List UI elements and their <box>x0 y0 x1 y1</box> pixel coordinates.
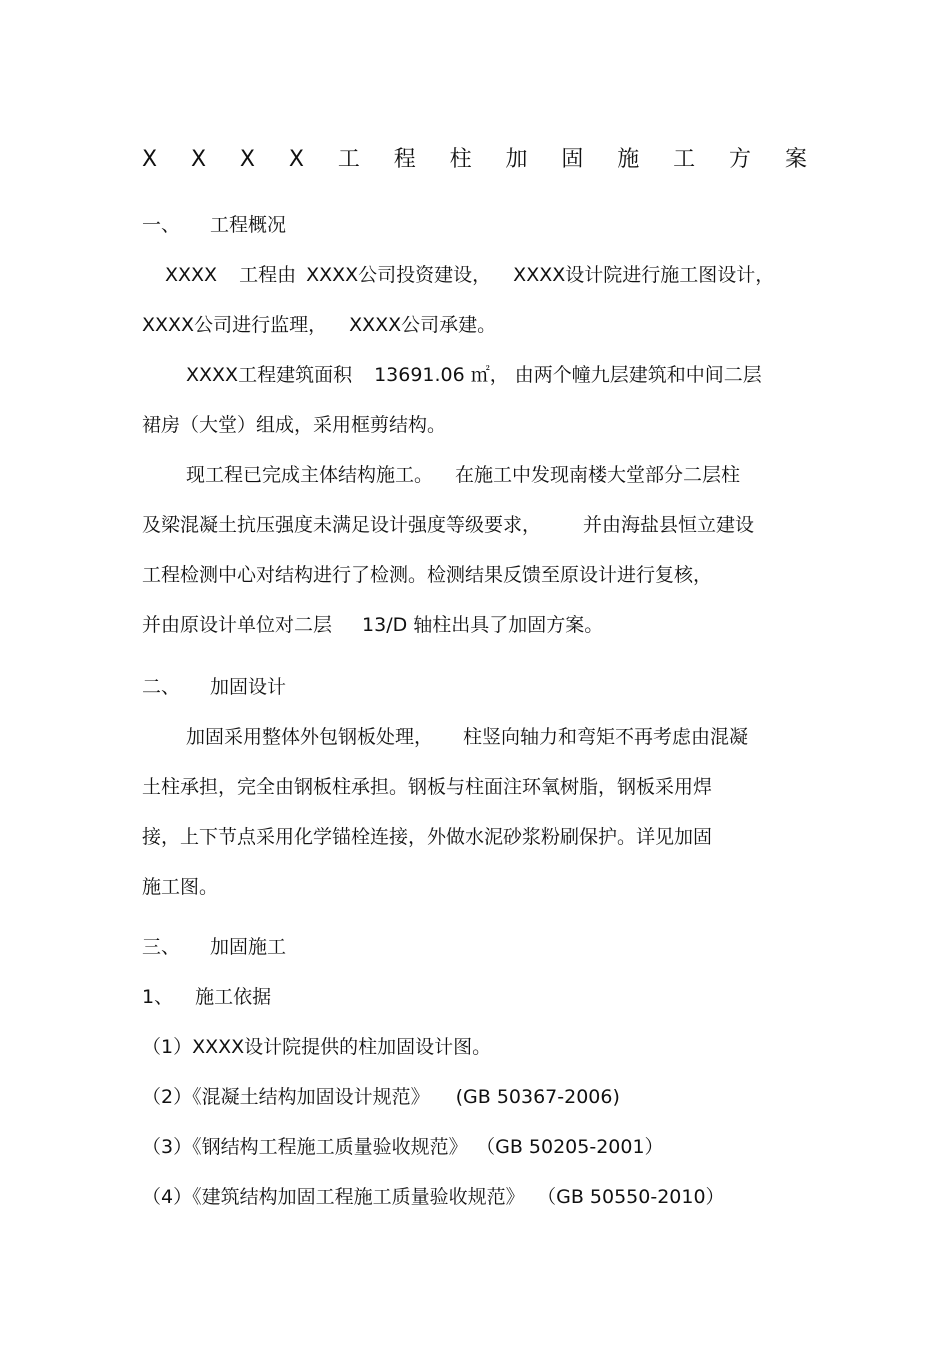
section-number: 一、 <box>142 214 181 236</box>
text-run: XXXX公司投资建设， <box>306 264 492 286</box>
title-char: 方 <box>729 147 752 172</box>
text-run: 工程检测中心对结构进行了检测。检测结果反馈至原设计进行复核， <box>142 564 713 586</box>
section-title: 加固施工 <box>210 936 287 958</box>
section-number: 三、 <box>142 936 181 958</box>
list-text: XXXX设计院提供的柱加固设计图。 <box>192 1036 492 1058</box>
title-char: 固 <box>561 147 584 172</box>
text-run: XXXX公司承建。 <box>349 314 497 336</box>
paragraph-line <box>142 510 754 540</box>
text-run: 现工程已完成主体结构施工。 <box>186 464 434 486</box>
paragraph-line <box>186 722 748 752</box>
section-title: 加固设计 <box>210 676 287 698</box>
paragraph-line <box>142 772 712 802</box>
title-char: X <box>288 147 304 172</box>
list-item <box>142 1132 664 1162</box>
paragraph-line <box>142 310 496 340</box>
text-run: XXXX工程建筑面积 <box>186 364 353 386</box>
section-heading-1 <box>142 210 286 240</box>
section-heading-3 <box>142 932 286 962</box>
paragraph-line <box>142 560 712 590</box>
standard-code: (GB 50367-2006) <box>455 1086 620 1108</box>
title-char: X <box>190 147 207 172</box>
text-run: 在施工中发现南楼大堂部分二层柱 <box>455 464 741 486</box>
subsection-number: 1、 <box>142 986 174 1008</box>
paragraph-line <box>142 822 712 852</box>
title-char: X <box>239 147 255 172</box>
title-char: 施 <box>617 147 640 172</box>
standard-code: （GB 50205-2001） <box>485 1136 664 1158</box>
text-run: 加固采用整体外包钢板处理， <box>186 726 434 748</box>
title-char: 加 <box>505 147 528 172</box>
list-number: （3） <box>142 1136 193 1158</box>
text-run: 土柱承担，完全由钢板柱承担。钢板与柱面注环氧树脂，钢板采用焊 <box>142 776 713 798</box>
list-number: （1） <box>142 1036 193 1058</box>
section-number: 二、 <box>142 676 181 698</box>
text-run: 并由海盐县恒立建设 <box>583 514 755 536</box>
paragraph-line <box>186 460 740 490</box>
standard-code: （GB 50550-2010） <box>546 1186 725 1208</box>
text-run: 柱竖向轴力和弯矩不再考虑由混凝 <box>463 726 749 748</box>
text-run: 13/D 轴柱出具了加固方案。 <box>362 614 604 636</box>
list-item <box>142 1032 491 1062</box>
title-char: X <box>142 147 158 172</box>
section-heading-2 <box>142 672 286 702</box>
text-run: 13691.06 ㎡， <box>374 364 509 386</box>
list-text: 《钢结构工程施工质量验收规范》 <box>192 1136 468 1158</box>
paragraph-line <box>142 872 218 902</box>
title-char: 程 <box>393 147 416 172</box>
title-char: 案 <box>784 147 807 172</box>
text-run: 及梁混凝土抗压强度未满足设计强度等级要求， <box>142 514 542 536</box>
text-run: XXXX设计院进行施工图设计， <box>513 264 775 286</box>
list-text: 《建筑结构加固工程施工质量验收规范》 <box>192 1186 525 1208</box>
list-text: 《混凝土结构加固设计规范》 <box>192 1086 430 1108</box>
text-run: 施工图。 <box>142 876 219 898</box>
paragraph-line <box>165 260 774 290</box>
text-run: XXXX公司进行监理， <box>142 314 328 336</box>
text-run: 接，上下节点采用化学锚栓连接，外做水泥砂浆粉刷保护。详见加固 <box>142 826 713 848</box>
text-run: 裙房（大堂）组成，采用框剪结构。 <box>142 414 447 436</box>
title-char: 工 <box>337 147 360 172</box>
paragraph-line <box>186 360 762 390</box>
text-run: 并由原设计单位对二层 <box>142 614 333 636</box>
section-title: 工程概况 <box>210 214 287 236</box>
list-number: （4） <box>142 1186 193 1208</box>
document-title <box>142 140 807 180</box>
paragraph-line <box>142 410 446 440</box>
subsection-title: 施工依据 <box>195 986 272 1008</box>
list-number: （2） <box>142 1086 193 1108</box>
subsection-heading-1 <box>142 982 271 1012</box>
text-run: XXXX <box>165 264 218 286</box>
title-char: 柱 <box>449 147 472 172</box>
paragraph-line <box>142 610 603 640</box>
text-run: 由两个幢九层建筑和中间二层 <box>514 364 762 386</box>
title-char: 工 <box>673 147 696 172</box>
list-item <box>142 1082 620 1112</box>
list-item <box>142 1182 725 1212</box>
text-run: 工程由 <box>239 264 297 286</box>
